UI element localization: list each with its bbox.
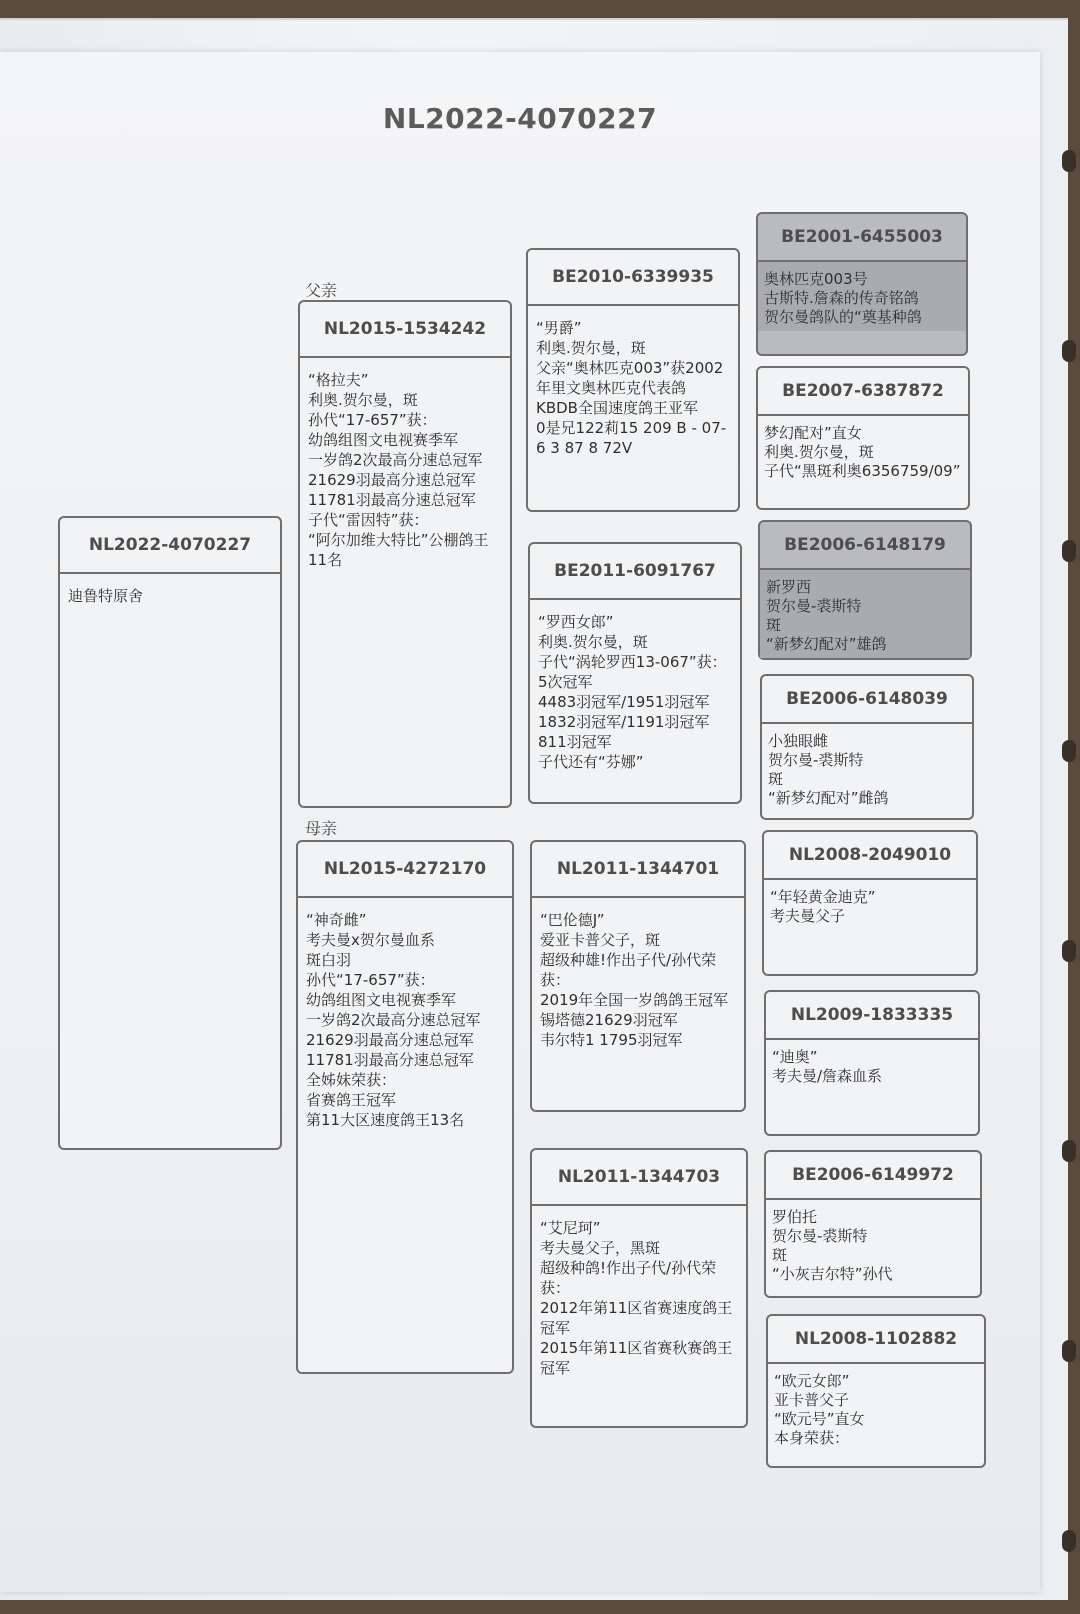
ancestor-text: “迪奥” 考夫曼/詹森血系 [772,1048,883,1085]
ancestor-card-6 [764,990,980,1136]
binder-hole-icon [1062,1530,1076,1552]
ancestor-card-3 [758,520,972,660]
binder-hole-icon [1062,540,1076,562]
father-label: 父亲 [305,281,338,300]
dam-dam-text: “艾尼珂” 考夫曼父子，黑斑 超级种鸽!作出子代/孙代荣获： 2012年第11区省赛速度鸽王冠军 2015年第11区省赛秋赛鸽王冠军 [540,1219,733,1377]
binder-hole-icon [1062,740,1076,762]
binder-holes [1058,0,1080,1614]
ancestor-card-8 [766,1314,986,1468]
sire-sire-ring: BE2010-6339935 [528,250,738,306]
subject-ring: NL2022-4070227 [60,518,280,574]
ancestor-ring: BE2006-6148039 [762,676,972,724]
dam-dam-card [530,1148,748,1428]
ancestor-text: 小独眼雌 贺尔曼-裘斯特 斑 “新梦幻配对”雌鸽 [768,732,889,807]
ancestor-card-1 [756,212,968,356]
ancestor-text: 奥林匹克003号 古斯特.詹森的传奇铭鸽 贺尔曼鸽队的“奠基种鸽 [758,262,966,331]
binder-hole-icon [1062,1340,1076,1362]
ancestor-text: 罗伯托 贺尔曼-裘斯特 斑 “小灰吉尔特”孙代 [772,1208,893,1283]
dam-sire-ring: NL2011-1344701 [532,842,744,898]
subject-card [58,516,282,1150]
ancestor-ring: BE2007-6387872 [758,368,968,416]
page-title: NL2022-4070227 [382,102,658,135]
ancestor-ring: BE2001-6455003 [758,214,966,262]
ancestor-card-5 [762,830,978,976]
sire-text: “格拉夫” 利奥.贺尔曼，斑 孙代“17-657”获： 幼鸽组图文电视赛季军 一岁鸽2次最高分速总冠军 21629羽最高分速总冠军 11781羽最高分速总冠军 子代“雷因特”获： “阿尔加维大特比”公棚鸽王11名 [308,371,489,569]
ancestor-card-4 [760,674,974,820]
dam-text: “神奇雌” 考夫曼x贺尔曼血系 斑白羽 孙代“17-657”获： 幼鸽组图文电视赛季军 一岁鸽2次最高分速总冠军 21629羽最高分速总冠军 11781羽最高分速总冠军 全姊妹荣获： 省赛鸽王冠军 第11大区速度鸽王13名 [306,911,481,1129]
binder-hole-icon [1062,1140,1076,1162]
binder-hole-icon [1062,150,1076,172]
dam-ring: NL2015-4272170 [298,842,512,898]
subject-text: 迪鲁特原舍 [68,587,144,605]
sire-sire-card [526,248,740,512]
ancestor-ring: NL2008-2049010 [764,832,976,880]
sire-card [298,300,512,808]
ancestor-text: 新罗西 贺尔曼-裘斯特 斑 “新梦幻配对”雄鸽 [760,570,970,658]
sire-sire-text: “男爵” 利奥.贺尔曼，斑 父亲“奥林匹克003”获2002年里文奥林匹克代表鸽 KBDB全国速度鸽王亚军 0是兄122莉15 209 B - 07- 6 3 87 8 72V [536,319,727,457]
sire-dam-card [528,542,742,804]
ancestor-ring: NL2009-1833335 [766,992,978,1040]
mother-label: 母亲 [305,819,338,838]
ancestor-text: 梦幻配对”直女 利奥.贺尔曼，斑 子代“黑斑利奥6356759/09” [764,424,961,480]
ancestor-ring: NL2008-1102882 [768,1316,984,1364]
ancestor-ring: BE2006-6148179 [760,522,970,570]
sire-dam-ring: BE2011-6091767 [530,544,740,600]
sire-dam-text: “罗西女郎” 利奥.贺尔曼，斑 子代“涡轮罗西13-067”获：5次冠军 4483羽冠军/1951羽冠军 1832羽冠军/1191羽冠军 811羽冠军 子代还有“芬娜” [538,613,727,771]
ancestor-card-2 [756,366,970,510]
dam-sire-text: “巴伦德J” 爱亚卡普父子，斑 超级种雄!作出子代/孙代荣获： 2019年全国一岁鸽鸽王冠军 锡塔德21629羽冠军 韦尔特1 1795羽冠军 [540,911,729,1049]
dam-dam-ring: NL2011-1344703 [532,1150,746,1206]
dam-sire-card [530,840,746,1112]
ancestor-text: “年轻黄金迪克” 考夫曼父子 [770,888,876,925]
binder-hole-icon [1062,340,1076,362]
ancestor-card-7 [764,1150,982,1298]
binder-hole-icon [1062,940,1076,962]
sire-ring: NL2015-1534242 [300,302,510,358]
ancestor-text: “欧元女郎” 亚卡普父子 “欧元号”直女 本身荣获： [774,1372,865,1447]
dam-card [296,840,514,1374]
ancestor-ring: BE2006-6149972 [766,1152,980,1200]
